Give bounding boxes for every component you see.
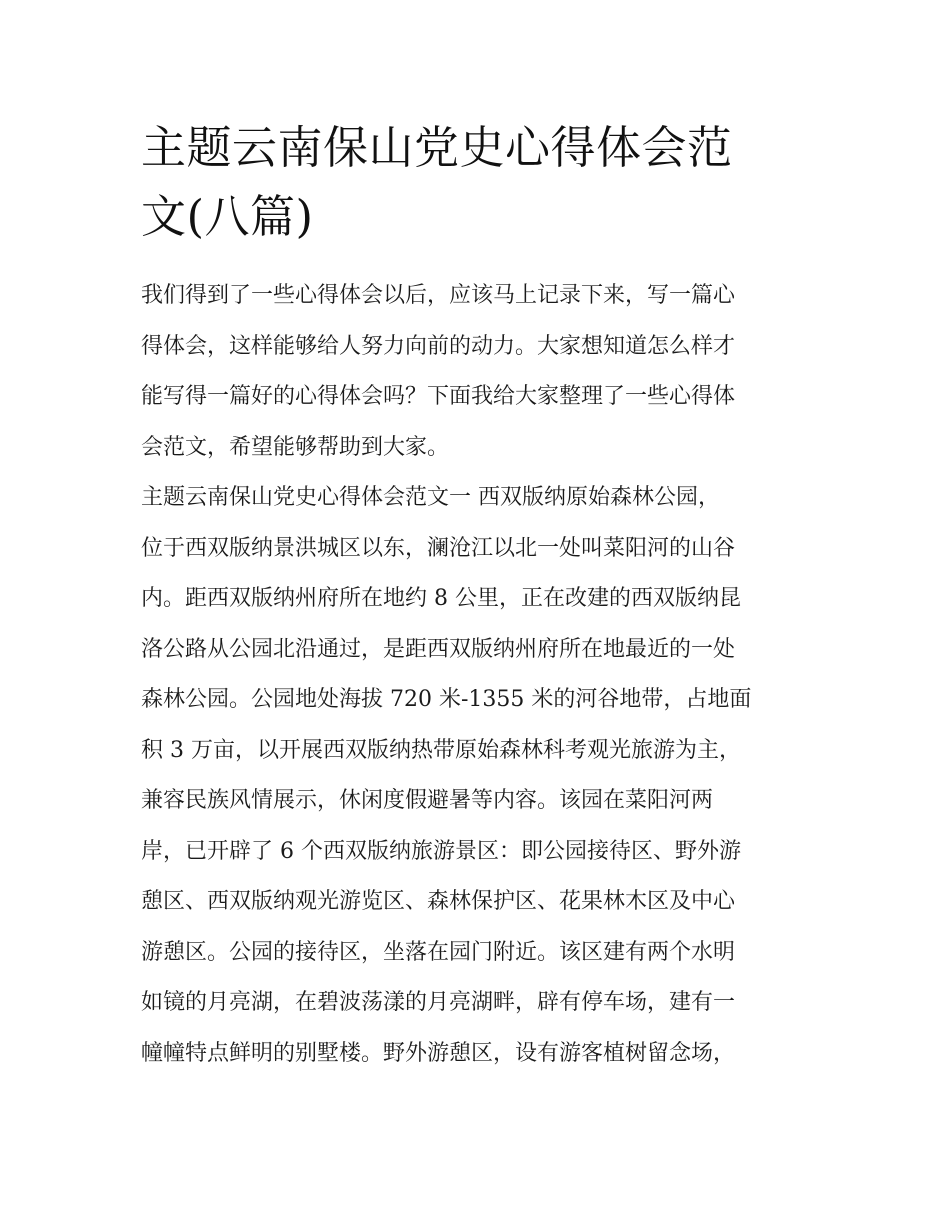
document-body [141,271,811,1079]
title-line: 主题云南保山党史心得体会范 [141,121,733,174]
body-line: 如镜的月亮湖，在碧波荡漾的月亮湖畔，辟有停车场，建有一 [141,990,736,1015]
body-line: 内。距西双版纳州府所在地约 8 公里，正在改建的西双版纳昆 [141,586,741,611]
title-line: 文(八篇) [141,190,314,243]
body-line: 能写得一篇好的心得体会吗？下面我给大家整理了一些心得体 [141,384,736,409]
document-content [141,113,811,1079]
body-line: 得体会，这样能够给人努力向前的动力。大家想知道怎么样才 [141,333,736,359]
body-line: 幢幢特点鲜明的别墅楼。野外游憩区，设有游客植树留念场， [141,1040,736,1066]
body-line: 主题云南保山党史心得体会范文一 西双版纳原始森林公园， [141,485,720,510]
body-line: 兼容民族风情展示，休闲度假避暑等内容。该园在菜阳河两 [141,788,714,813]
body-line: 我们得到了一些心得体会以后，应该马上记录下来，写一篇心 [141,283,736,308]
body-line: 憩区、西双版纳观光游览区、森林保护区、花果林木区及中心 [141,889,736,914]
body-line: 游憩区。公园的接待区，坐落在园门附近。该区建有两个水明 [141,939,736,965]
document-title [141,113,811,251]
body-line: 洛公路从公园北沿通过，是距西双版纳州府所在地最近的一处 [141,636,736,662]
body-line: 积 3 万亩，以开展西双版纳热带原始森林科考观光旅游为主， [141,737,741,763]
body-line: 会范文，希望能够帮助到大家。 [141,434,450,460]
body-line: 位于西双版纳景洪城区以东，澜沧江以北一处叫菜阳河的山谷 [141,535,736,561]
body-line: 岸，已开辟了 6 个西双版纳旅游景区：即公园接待区、野外游 [141,838,741,864]
body-line: 森林公园。公园地处海拔 720 米-1355 米的河谷地带，占地面 [141,687,752,712]
